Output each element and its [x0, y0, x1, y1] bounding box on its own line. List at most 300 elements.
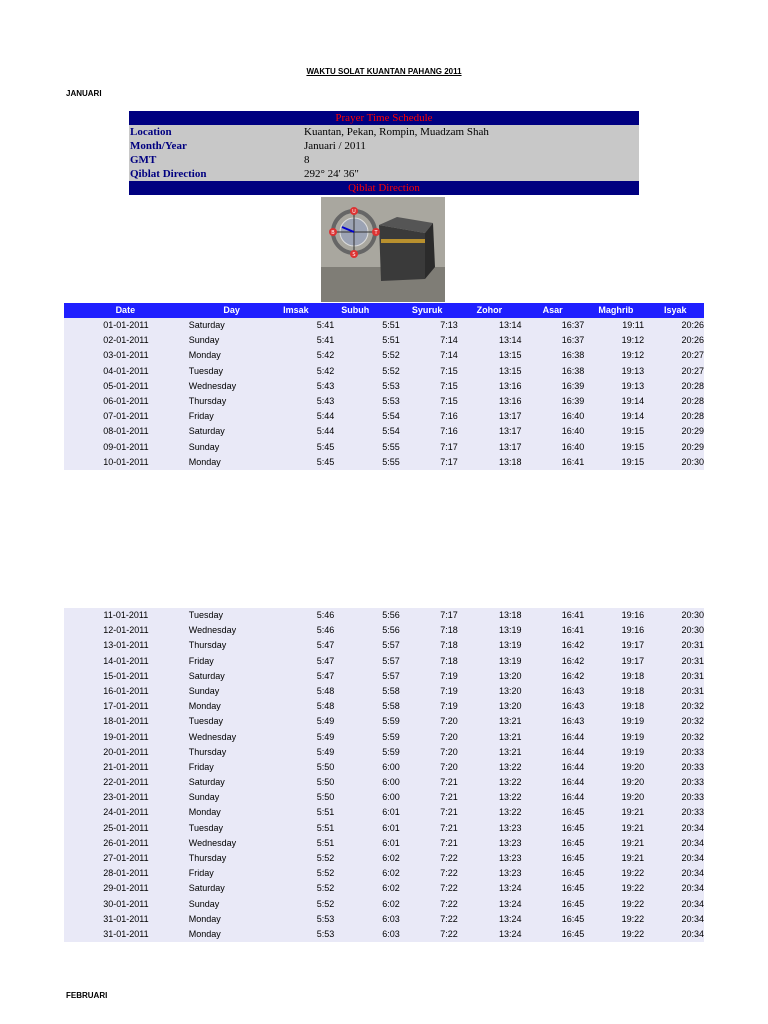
- cell-zohor: 13:20: [498, 685, 522, 696]
- cell-isyak: 20:32: [681, 731, 704, 742]
- cell-imsak: 5:41: [316, 320, 335, 330]
- cell-day: Monday: [188, 701, 221, 712]
- cell-maghrib: 19:22: [621, 868, 645, 879]
- cell-subuh: 5:57: [382, 640, 400, 651]
- cell-day: Saturday: [188, 426, 225, 437]
- cell-day: Friday: [188, 411, 214, 422]
- cell-syuruk: 7:15: [440, 395, 458, 406]
- cell-zohor: 13:19: [498, 655, 522, 666]
- cell-subuh: 5:54: [382, 426, 400, 437]
- cell-date: 21-01-2011: [103, 761, 149, 772]
- cell-syuruk: 7:20: [440, 716, 458, 727]
- cell-subuh: 5:59: [382, 746, 400, 757]
- cell-syuruk: 7:20: [440, 761, 458, 772]
- cell-isyak: 20:33: [681, 792, 704, 803]
- cell-maghrib: 19:15: [621, 456, 645, 467]
- cell-isyak: 20:27: [681, 350, 704, 361]
- cell-zohor: 13:23: [498, 837, 522, 848]
- table-row: [64, 364, 704, 379]
- cell-asar: 16:45: [561, 883, 585, 894]
- cell-syuruk: 7:16: [440, 411, 458, 422]
- col-header-maghrib: Maghrib: [598, 305, 634, 315]
- prayer-times-table-part1: [64, 303, 704, 470]
- cell-zohor: 13:24: [498, 883, 522, 894]
- cell-maghrib: 19:19: [621, 731, 645, 742]
- cell-imsak: 5:50: [316, 792, 335, 803]
- cell-date: 12-01-2011: [103, 625, 149, 636]
- compass-s-letter: S: [352, 252, 356, 258]
- cell-syuruk: 7:19: [440, 670, 458, 681]
- cell-asar: 16:44: [561, 746, 585, 757]
- cell-day: Thursday: [188, 640, 227, 651]
- cell-imsak: 5:46: [316, 625, 335, 636]
- cell-day: Monday: [188, 350, 221, 361]
- table-row: [64, 333, 704, 348]
- cell-syuruk: 7:22: [440, 868, 458, 879]
- cell-date: 05-01-2011: [103, 380, 149, 391]
- cell-subuh: 5:51: [382, 320, 400, 330]
- cell-day: Sunday: [188, 335, 220, 346]
- cell-asar: 16:43: [561, 716, 585, 727]
- cell-day: Wednesday: [188, 731, 237, 742]
- info-key: GMT: [130, 154, 157, 166]
- cell-date: 11-01-2011: [103, 610, 149, 620]
- cell-subuh: 5:59: [382, 716, 400, 727]
- cell-asar: 16:45: [561, 837, 585, 848]
- cell-asar: 16:43: [561, 685, 585, 696]
- cell-imsak: 5:41: [316, 335, 335, 346]
- cell-syuruk: 7:21: [440, 822, 458, 833]
- cell-isyak: 20:34: [681, 837, 704, 848]
- cell-zohor: 13:21: [498, 746, 522, 757]
- prayer-schedule-header: Prayer Time Schedule: [129, 111, 639, 125]
- info-value: Januari / 2011: [304, 140, 366, 152]
- cell-isyak: 20:33: [681, 777, 704, 788]
- table-row: [64, 805, 704, 820]
- cell-subuh: 6:01: [382, 807, 400, 818]
- cell-syuruk: 7:21: [440, 792, 458, 803]
- cell-isyak: 20:26: [681, 320, 704, 330]
- cell-maghrib: 19:21: [621, 853, 645, 863]
- cell-syuruk: 7:14: [440, 350, 458, 361]
- cell-maghrib: 19:17: [621, 640, 645, 651]
- info-value: Kuantan, Pekan, Rompin, Muadzam Shah: [304, 126, 489, 138]
- table-row: [64, 455, 704, 470]
- cell-subuh: 5:57: [382, 670, 400, 681]
- table-row: [64, 409, 704, 424]
- cell-asar: 16:45: [561, 807, 585, 818]
- cell-isyak: 20:34: [681, 868, 704, 879]
- cell-asar: 16:44: [561, 761, 585, 772]
- cell-date: 03-01-2011: [103, 350, 149, 361]
- cell-imsak: 5:44: [316, 411, 335, 422]
- cell-date: 16-01-2011: [103, 685, 149, 696]
- cell-subuh: 6:02: [382, 883, 400, 894]
- cell-day: Tuesday: [188, 610, 223, 620]
- cell-isyak: 20:34: [681, 853, 704, 863]
- cell-isyak: 20:33: [681, 807, 704, 818]
- info-key: Qiblat Direction: [130, 168, 207, 180]
- cell-imsak: 5:53: [316, 928, 335, 939]
- cell-maghrib: 19:21: [621, 837, 645, 848]
- cell-zohor: 13:23: [498, 822, 522, 833]
- cell-imsak: 5:52: [316, 868, 335, 879]
- cell-isyak: 20:28: [681, 380, 704, 391]
- cell-maghrib: 19:22: [621, 928, 645, 939]
- cell-zohor: 13:17: [498, 411, 522, 422]
- cell-imsak: 5:47: [316, 655, 335, 666]
- cell-zohor: 13:15: [498, 350, 522, 361]
- cell-day: Sunday: [188, 685, 220, 696]
- cell-maghrib: 19:13: [621, 380, 645, 391]
- col-header-isyak: Isyak: [664, 305, 687, 315]
- table-row: [64, 821, 704, 836]
- cell-day: Saturday: [188, 320, 225, 330]
- cell-syuruk: 7:22: [440, 883, 458, 894]
- table-row: [64, 866, 704, 881]
- cell-zohor: 13:24: [498, 913, 522, 924]
- cell-imsak: 5:50: [316, 761, 335, 772]
- cell-date: 23-01-2011: [103, 792, 149, 803]
- cell-isyak: 20:28: [681, 395, 704, 406]
- cell-imsak: 5:48: [316, 685, 335, 696]
- cell-zohor: 13:16: [498, 395, 522, 406]
- cell-zohor: 13:17: [498, 426, 522, 437]
- cell-day: Tuesday: [188, 365, 223, 376]
- cell-imsak: 5:46: [316, 610, 335, 620]
- table-row: [64, 638, 704, 653]
- cell-date: 25-01-2011: [103, 822, 149, 833]
- cell-day: Saturday: [188, 883, 225, 894]
- cell-maghrib: 19:11: [622, 320, 645, 330]
- col-header-day: Day: [223, 305, 240, 315]
- cell-subuh: 5:58: [382, 685, 400, 696]
- cell-syuruk: 7:20: [440, 746, 458, 757]
- cell-asar: 16:43: [561, 701, 585, 712]
- cell-isyak: 20:29: [681, 426, 704, 437]
- cell-zohor: 13:20: [498, 701, 522, 712]
- cell-asar: 16:44: [561, 731, 585, 742]
- table-row: [64, 348, 704, 363]
- compass-w-letter: B: [331, 230, 335, 236]
- cell-imsak: 5:52: [316, 883, 335, 894]
- cell-maghrib: 19:22: [621, 898, 645, 909]
- cell-isyak: 20:30: [681, 610, 704, 620]
- cell-syuruk: 7:15: [440, 380, 458, 391]
- cell-syuruk: 7:17: [440, 456, 458, 467]
- cell-date: 08-01-2011: [103, 426, 149, 437]
- cell-day: Thursday: [188, 395, 227, 406]
- cell-maghrib: 19:12: [621, 335, 645, 346]
- cell-isyak: 20:27: [681, 365, 704, 376]
- cell-day: Friday: [188, 868, 214, 879]
- cell-asar: 16:45: [561, 898, 585, 909]
- cell-isyak: 20:34: [681, 913, 704, 924]
- cell-imsak: 5:51: [316, 822, 335, 833]
- cell-date: 09-01-2011: [103, 441, 149, 452]
- cell-date: 31-01-2011: [103, 913, 149, 924]
- cell-zohor: 13:14: [498, 335, 522, 346]
- cell-imsak: 5:43: [316, 380, 335, 391]
- cell-date: 22-01-2011: [103, 777, 149, 788]
- cell-imsak: 5:51: [316, 837, 335, 848]
- cell-date: 10-01-2011: [103, 456, 149, 467]
- cell-day: Thursday: [188, 853, 227, 863]
- cell-subuh: 5:55: [382, 441, 400, 452]
- cell-imsak: 5:52: [316, 898, 335, 909]
- cell-syuruk: 7:18: [440, 625, 458, 636]
- cell-date: 14-01-2011: [103, 655, 149, 666]
- table-row: [64, 424, 704, 439]
- document-title: WAKTU SOLAT KUANTAN PAHANG 2011: [306, 67, 462, 76]
- cell-maghrib: 19:14: [621, 395, 645, 406]
- cell-date: 01-01-2011: [103, 320, 149, 330]
- cell-asar: 16:45: [561, 913, 585, 924]
- cell-asar: 16:38: [561, 365, 585, 376]
- cell-subuh: 5:55: [382, 456, 400, 467]
- table-row: [64, 440, 704, 455]
- info-key: Month/Year: [130, 140, 187, 152]
- cell-asar: 16:40: [561, 441, 585, 452]
- cell-asar: 16:45: [561, 822, 585, 833]
- cell-day: Friday: [188, 761, 214, 772]
- cell-imsak: 5:52: [316, 853, 335, 863]
- cell-maghrib: 19:16: [621, 610, 645, 620]
- cell-syuruk: 7:17: [440, 441, 458, 452]
- cell-asar: 16:40: [561, 426, 585, 437]
- cell-imsak: 5:49: [316, 716, 335, 727]
- cell-isyak: 20:31: [681, 655, 704, 666]
- table-row: [64, 881, 704, 896]
- cell-syuruk: 7:21: [440, 837, 458, 848]
- info-key: Location: [130, 126, 172, 138]
- cell-day: Saturday: [188, 670, 225, 681]
- cell-zohor: 13:19: [498, 640, 522, 651]
- cell-isyak: 20:34: [681, 928, 704, 939]
- table-row: [64, 318, 704, 333]
- cell-isyak: 20:31: [681, 640, 704, 651]
- cell-subuh: 6:01: [382, 822, 400, 833]
- qiblat-compass-image: [321, 197, 445, 302]
- cell-maghrib: 19:18: [621, 670, 645, 681]
- cell-subuh: 6:00: [382, 777, 400, 788]
- cell-maghrib: 19:12: [621, 350, 645, 361]
- month-label-januari: JANUARI: [66, 89, 102, 98]
- cell-zohor: 13:21: [498, 716, 522, 727]
- month-label-februari: FEBRUARI: [66, 991, 108, 1000]
- cell-date: 29-01-2011: [103, 883, 149, 894]
- cell-syuruk: 7:22: [440, 898, 458, 909]
- cell-date: 13-01-2011: [103, 640, 149, 651]
- cell-imsak: 5:51: [316, 807, 335, 818]
- qiblat-direction-header: Qiblat Direction: [129, 181, 639, 195]
- info-value: 8: [304, 154, 310, 166]
- cell-syuruk: 7:22: [440, 853, 458, 863]
- cell-subuh: 5:56: [382, 625, 400, 636]
- cell-syuruk: 7:13: [440, 320, 458, 330]
- cell-maghrib: 19:20: [621, 777, 645, 788]
- cell-maghrib: 19:22: [621, 883, 645, 894]
- col-header-date: Date: [115, 305, 136, 315]
- table-row: [64, 897, 704, 912]
- table-row: [64, 730, 704, 745]
- cell-imsak: 5:53: [316, 913, 335, 924]
- cell-imsak: 5:50: [316, 777, 335, 788]
- cell-asar: 16:42: [561, 670, 585, 681]
- cell-day: Wednesday: [188, 625, 237, 636]
- cell-subuh: 5:58: [382, 701, 400, 712]
- cell-imsak: 5:48: [316, 701, 335, 712]
- cell-syuruk: 7:19: [440, 685, 458, 696]
- cell-imsak: 5:43: [316, 395, 335, 406]
- cell-zohor: 13:24: [498, 898, 522, 909]
- info-row-gmt: [129, 153, 639, 167]
- cell-syuruk: 7:20: [440, 731, 458, 742]
- cell-syuruk: 7:22: [440, 928, 458, 939]
- cell-asar: 16:39: [561, 395, 585, 406]
- cell-isyak: 20:31: [681, 670, 704, 681]
- cell-imsak: 5:45: [316, 441, 335, 452]
- cell-asar: 16:41: [561, 610, 585, 620]
- cell-date: 04-01-2011: [103, 365, 149, 376]
- cell-syuruk: 7:14: [440, 335, 458, 346]
- cell-isyak: 20:33: [681, 761, 704, 772]
- info-row-qiblat: [129, 167, 639, 181]
- cell-asar: 16:45: [561, 868, 585, 879]
- table-row: [64, 608, 704, 623]
- table-row: [64, 699, 704, 714]
- table-row: [64, 379, 704, 394]
- cell-date: 27-01-2011: [103, 853, 149, 863]
- cell-zohor: 13:18: [498, 456, 522, 467]
- cell-asar: 16:41: [561, 625, 585, 636]
- cell-asar: 16:40: [561, 411, 585, 422]
- col-header-subuh: Subuh: [341, 305, 370, 315]
- cell-asar: 16:37: [561, 335, 585, 346]
- cell-syuruk: 7:18: [440, 640, 458, 651]
- cell-date: 06-01-2011: [103, 395, 149, 406]
- cell-date: 31-01-2011: [103, 928, 149, 939]
- kaaba-compass-icon: [321, 197, 445, 302]
- cell-isyak: 20:31: [681, 685, 704, 696]
- cell-date: 20-01-2011: [103, 746, 149, 757]
- table-row: [64, 684, 704, 699]
- cell-date: 07-01-2011: [103, 411, 149, 422]
- cell-day: Wednesday: [188, 837, 237, 848]
- cell-asar: 16:38: [561, 350, 585, 361]
- cell-imsak: 5:44: [316, 426, 335, 437]
- col-header-asar: Asar: [542, 305, 563, 315]
- compass-e-letter: T: [374, 230, 378, 236]
- cell-day: Saturday: [188, 777, 225, 788]
- col-header-syuruk: Syuruk: [411, 305, 443, 315]
- cell-date: 18-01-2011: [103, 716, 149, 727]
- compass-n-letter: U: [352, 209, 356, 215]
- col-header-imsak: Imsak: [283, 305, 309, 315]
- cell-subuh: 5:53: [382, 380, 400, 391]
- cell-subuh: 6:02: [382, 853, 400, 863]
- info-value: 292° 24' 36": [304, 168, 359, 180]
- cell-syuruk: 7:22: [440, 913, 458, 924]
- cell-syuruk: 7:17: [440, 610, 458, 620]
- cell-asar: 16:39: [561, 380, 585, 391]
- cell-date: 26-01-2011: [103, 837, 149, 848]
- info-row-month-year: [129, 139, 639, 153]
- table-row: [64, 927, 704, 942]
- cell-imsak: 5:42: [316, 350, 335, 361]
- cell-zohor: 13:22: [498, 792, 522, 803]
- cell-asar: 16:45: [561, 928, 585, 939]
- cell-syuruk: 7:16: [440, 426, 458, 437]
- table-header: [64, 303, 704, 318]
- cell-zohor: 13:22: [498, 807, 522, 818]
- cell-day: Tuesday: [188, 822, 223, 833]
- cell-subuh: 5:53: [382, 395, 400, 406]
- cell-isyak: 20:32: [681, 716, 704, 727]
- cell-zohor: 13:23: [498, 868, 522, 879]
- cell-zohor: 13:19: [498, 625, 522, 636]
- cell-subuh: 6:02: [382, 898, 400, 909]
- cell-day: Sunday: [188, 792, 220, 803]
- cell-subuh: 6:01: [382, 837, 400, 848]
- cell-maghrib: 19:18: [621, 701, 645, 712]
- cell-isyak: 20:28: [681, 411, 704, 422]
- table-row: [64, 775, 704, 790]
- cell-subuh: 6:00: [382, 792, 400, 803]
- cell-maghrib: 19:16: [621, 625, 645, 636]
- cell-subuh: 5:51: [382, 335, 400, 346]
- cell-day: Monday: [188, 456, 221, 467]
- cell-date: 19-01-2011: [103, 731, 149, 742]
- cell-zohor: 13:21: [498, 731, 522, 742]
- table-row: [64, 760, 704, 775]
- cell-subuh: 5:54: [382, 411, 400, 422]
- cell-maghrib: 19:14: [621, 411, 645, 422]
- cell-imsak: 5:47: [316, 670, 335, 681]
- cell-date: 02-01-2011: [103, 335, 149, 346]
- cell-maghrib: 19:15: [621, 426, 645, 437]
- cell-subuh: 6:00: [382, 761, 400, 772]
- cell-asar: 16:44: [561, 777, 585, 788]
- cell-maghrib: 19:22: [621, 913, 645, 924]
- cell-isyak: 20:34: [681, 898, 704, 909]
- cell-syuruk: 7:19: [440, 701, 458, 712]
- cell-zohor: 13:20: [498, 670, 522, 681]
- cell-subuh: 5:57: [382, 655, 400, 666]
- cell-isyak: 20:26: [681, 335, 704, 346]
- cell-maghrib: 19:20: [621, 792, 645, 803]
- table-row: [64, 623, 704, 638]
- table-row: [64, 790, 704, 805]
- cell-asar: 16:42: [561, 640, 585, 651]
- prayer-times-table-part2: [64, 608, 704, 942]
- cell-maghrib: 19:19: [621, 746, 645, 757]
- cell-zohor: 13:22: [498, 777, 522, 788]
- col-header-zohor: Zohor: [476, 305, 503, 315]
- cell-syuruk: 7:21: [440, 777, 458, 788]
- cell-subuh: 6:03: [382, 928, 400, 939]
- cell-asar: 16:37: [561, 320, 585, 330]
- cell-date: 17-01-2011: [103, 701, 149, 712]
- cell-isyak: 20:29: [681, 441, 704, 452]
- cell-imsak: 5:49: [316, 731, 335, 742]
- cell-day: Thursday: [188, 746, 227, 757]
- cell-zohor: 13:23: [498, 853, 522, 863]
- cell-isyak: 20:33: [681, 746, 704, 757]
- cell-day: Sunday: [188, 441, 220, 452]
- cell-isyak: 20:34: [681, 822, 704, 833]
- cell-zohor: 13:14: [498, 320, 522, 330]
